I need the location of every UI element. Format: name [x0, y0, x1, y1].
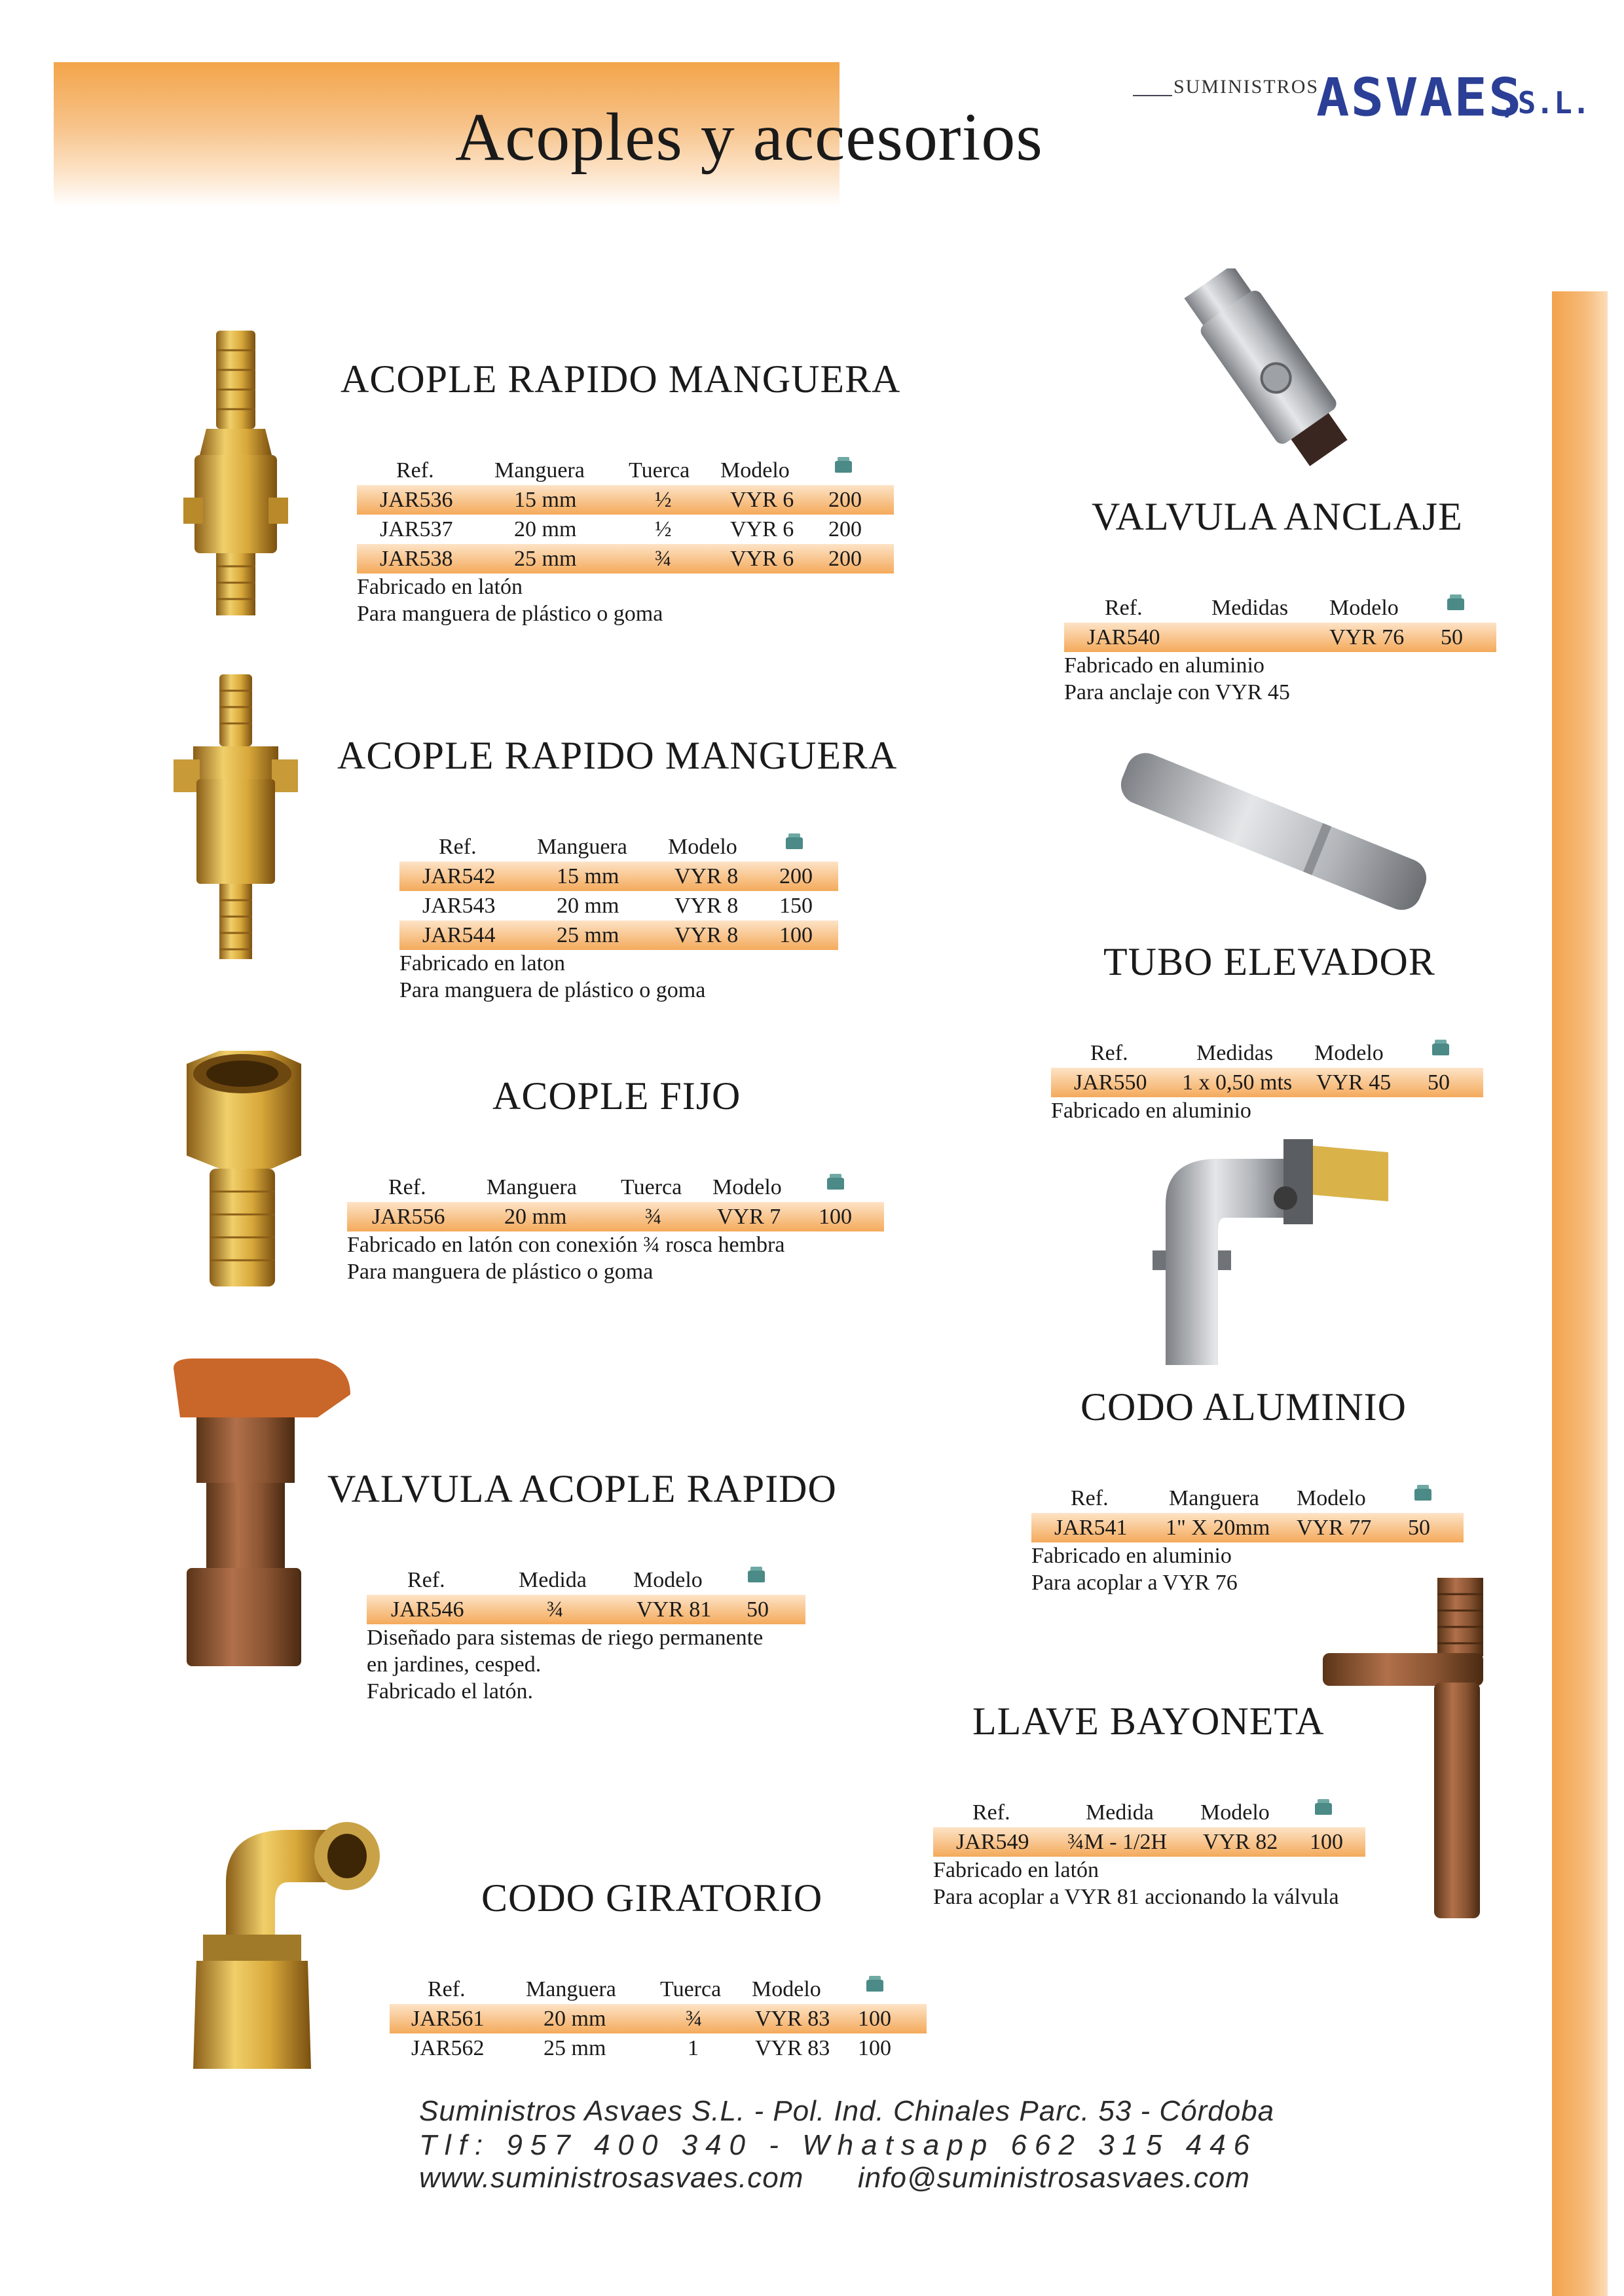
note: Fabricado en aluminio [1031, 1544, 1232, 1568]
col-tuerca: Tuerca [629, 458, 690, 483]
tubo-elevador-image [1120, 743, 1428, 920]
col-manguera: Manguera [494, 458, 585, 483]
footer-website[interactable]: www.suministrosasvaes.com [419, 2162, 804, 2194]
note: Fabricado en latón [357, 575, 523, 599]
table-row: JAR542 15 mm VYR 8 200 [399, 862, 838, 891]
acople-fijo [347, 1074, 884, 1284]
col-manguera: Manguera [537, 835, 627, 859]
note: en jardines, cesped. [367, 1652, 542, 1677]
table-header [390, 1975, 927, 2004]
table-header [1051, 1038, 1483, 1068]
col-ref: Ref. [1090, 1041, 1128, 1065]
section-title: TUBO ELEVADOR [1103, 940, 1435, 983]
col-ref: Ref. [1105, 596, 1143, 620]
col-manguera: Manguera [487, 1175, 577, 1199]
table-row: JAR537 20 mm ½ VYR 6 200 [380, 517, 862, 541]
section-title: CODO ALUMINIO [1080, 1385, 1407, 1429]
product-table [933, 1798, 1365, 1910]
product-table [1051, 1038, 1483, 1124]
product-table [390, 1975, 927, 2063]
product-table [347, 1173, 884, 1285]
table-row: JAR562 25 mm 1 VYR 83 100 [411, 2036, 891, 2060]
package-icon [1447, 598, 1464, 610]
col-ref: Ref. [396, 458, 434, 483]
col-modelo: Modelo [720, 458, 790, 483]
logo-mark: ASVAES [1316, 67, 1523, 128]
table-row: JAR538 25 mm ¾ VYR 6 200 [357, 544, 894, 574]
col-modelo: Modelo [1329, 596, 1399, 620]
col-ref: Ref. [407, 1568, 445, 1592]
note: Para anclaje con VYR 45 [1064, 680, 1290, 704]
page-title: Acoples y accesorios [455, 100, 1043, 175]
product-table [399, 832, 838, 1004]
package-icon [1432, 1044, 1449, 1055]
note: Fabricado en latón [933, 1858, 1099, 1882]
acople-rapido-manguera-2 [337, 733, 898, 1002]
codo-giratorio-image [190, 1810, 393, 2072]
table-row: JAR543 20 mm VYR 8 150 [422, 894, 813, 918]
col-tuerca: Tuerca [660, 1977, 722, 2001]
codo-giratorio [390, 1876, 927, 2060]
col-medida: Medida [519, 1568, 587, 1592]
note: Fabricado en laton [399, 951, 566, 975]
table-header [1031, 1484, 1464, 1513]
col-ref: Ref. [388, 1175, 426, 1199]
col-modelo: Modelo [668, 835, 737, 859]
table-header [347, 1173, 884, 1202]
section-title: LLAVE BAYONETA [972, 1700, 1325, 1743]
col-medidas: Medidas [1211, 596, 1289, 620]
package-icon [866, 1980, 883, 1992]
col-modelo: Modelo [1314, 1041, 1384, 1065]
col-modelo: Modelo [752, 1977, 821, 2001]
section-title: CODO GIRATORIO [481, 1876, 823, 1920]
section-title: ACOPLE FIJO [492, 1074, 741, 1118]
note: Para acoplar a VYR 81 accionando la válvula [933, 1885, 1339, 1909]
col-modelo: Modelo [1297, 1486, 1366, 1510]
col-ref: Ref. [1071, 1486, 1109, 1510]
section-title: VALVULA ACOPLE RAPIDO [327, 1467, 837, 1510]
table-row: JAR556 20 mm ¾ VYR 7 100 [347, 1202, 884, 1231]
tubo-elevador [1051, 939, 1483, 1123]
table-row: JAR536 15 mm ½ VYR 6 200 [357, 485, 894, 515]
product-table [1031, 1484, 1464, 1596]
note: Fabricado en aluminio [1051, 1099, 1251, 1123]
llave-bayoneta [933, 1699, 1365, 1909]
valvula-acople-rapido [327, 1467, 837, 1704]
col-medidas: Medidas [1196, 1041, 1274, 1065]
table-row: JAR541 1" X 20mm VYR 77 50 [1031, 1513, 1464, 1542]
valvula-anclaje-image [1162, 268, 1378, 471]
codo-aluminio-image [1153, 1126, 1395, 1368]
table-header [367, 1565, 805, 1595]
col-modelo: Modelo [1200, 1800, 1270, 1825]
package-icon [1315, 1803, 1332, 1815]
table-row: JAR546 ¾ VYR 81 50 [367, 1595, 805, 1624]
acople-fijo-image [174, 1051, 304, 1286]
table-header [399, 832, 838, 862]
col-modelo: Modelo [712, 1175, 782, 1199]
note: Para manguera de plástico o goma [357, 602, 663, 626]
package-icon [786, 837, 803, 849]
table-row: JAR549 ¾M - 1/2H VYR 82 100 [933, 1827, 1365, 1857]
footer-phones: Tlf: 957 400 340 - Whatsapp 662 315 446 [419, 2129, 1258, 2161]
note: Fabricado en latón con conexión ¾ rosca hembra [347, 1233, 785, 1257]
product-table [367, 1565, 805, 1705]
section-title: ACOPLE RAPIDO MANGUERA [337, 734, 898, 777]
package-icon [748, 1571, 765, 1582]
col-manguera: Manguera [526, 1977, 616, 2001]
note: Para manguera de plástico o goma [399, 978, 706, 1002]
package-icon [1414, 1489, 1431, 1501]
section-title: VALVULA ANCLAJE [1092, 495, 1463, 538]
col-medida: Medida [1086, 1800, 1154, 1825]
product-table [357, 456, 894, 627]
section-title: ACOPLE RAPIDO MANGUERA [341, 357, 901, 401]
table-header [357, 456, 894, 485]
logo-suffix: ,S.L. [1500, 85, 1591, 120]
footer-address: Suministros Asvaes S.L. - Pol. Ind. Chinales Parc. 53 - Córdoba [419, 2095, 1275, 2127]
col-tuerca: Tuerca [621, 1175, 682, 1199]
col-manguera: Manguera [1169, 1486, 1259, 1510]
col-modelo: Modelo [633, 1568, 703, 1592]
valvula-anclaje [1064, 494, 1496, 704]
acople-rapido-image-1 [180, 331, 291, 619]
footer-email[interactable]: info@suministrosasvaes.com [858, 2162, 1250, 2194]
note: Para acoplar a VYR 76 [1031, 1571, 1238, 1595]
note: Para manguera de plástico o goma [347, 1260, 654, 1284]
col-ref: Ref. [428, 1977, 466, 2001]
col-ref: Ref. [972, 1800, 1010, 1825]
note: Diseñado para sistemas de riego permanente [367, 1626, 764, 1650]
logo-prefix: SUMINISTROS [1173, 76, 1320, 98]
product-table [1064, 593, 1496, 706]
side-stripe [1552, 291, 1608, 2296]
col-ref: Ref. [439, 835, 477, 859]
table-row: JAR540 VYR 76 50 [1064, 623, 1496, 652]
table-header [1064, 593, 1496, 623]
package-icon [827, 1178, 844, 1190]
table-row: JAR561 20 mm ¾ VYR 83 100 [390, 2004, 927, 2033]
table-row: JAR550 1 x 0,50 mts VYR 45 50 [1051, 1068, 1483, 1097]
note: Fabricado el latón. [367, 1679, 533, 1704]
package-icon [835, 461, 852, 473]
acople-rapido-image-2 [167, 674, 304, 962]
table-header [933, 1798, 1365, 1827]
company-logo [1133, 52, 1591, 151]
acople-rapido-manguera-1 [341, 357, 901, 626]
codo-aluminio [1031, 1385, 1464, 1595]
table-row: JAR544 25 mm VYR 8 100 [399, 920, 838, 950]
note: Fabricado en aluminio [1064, 653, 1264, 678]
